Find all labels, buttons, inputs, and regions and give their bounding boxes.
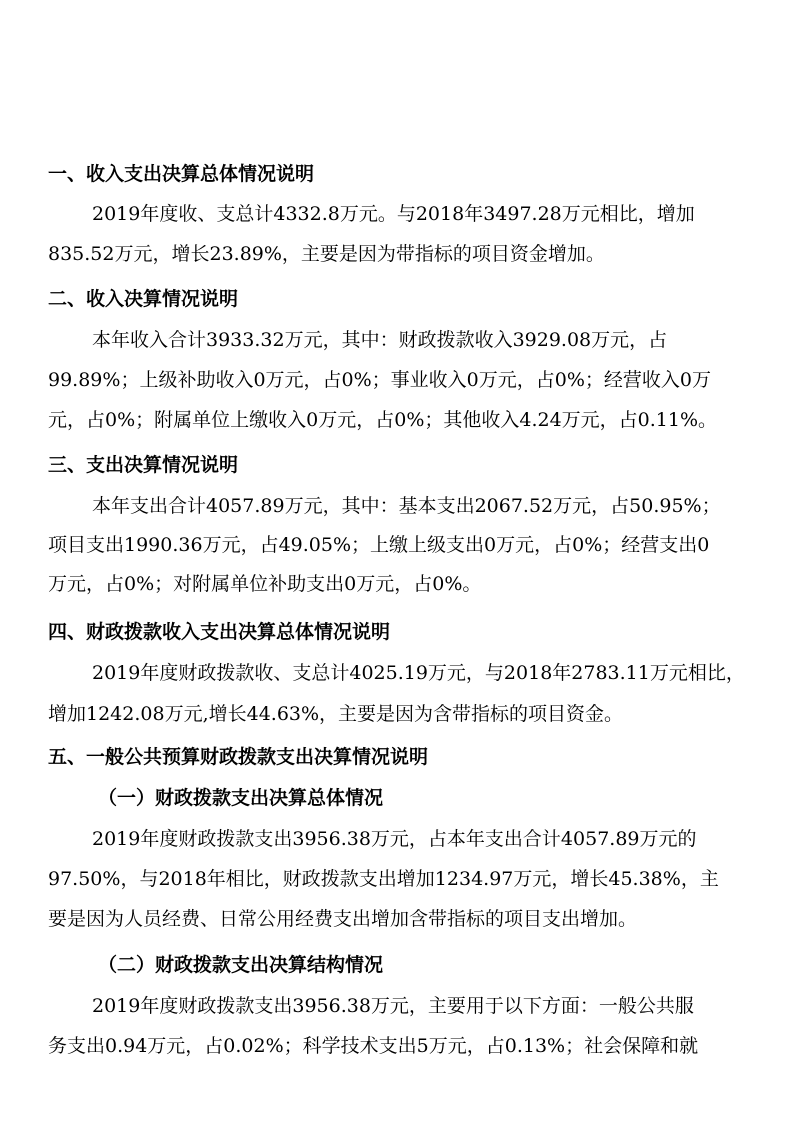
paragraph-line: 增加1242.08万元,增长44.63%，主要是因为含带指标的项目资金。 [48,703,624,725]
section-heading-4: 四、财政拨款收入支出决算总体情况说明 [48,621,391,643]
paragraph-line: 2019年度财政拨款支出3956.38万元，主要用于以下方面：一般公共服 [92,995,694,1017]
paragraph-line: 835.52万元，增长23.89%，主要是因为带指标的项目资金增加。 [48,243,605,265]
paragraph-line: 本年支出合计4057.89万元，其中：基本支出2067.52万元，占50.95%； [92,495,721,517]
paragraph-line: 2019年度财政拨款收、支总计4025.19万元，与2018年2783.11万元相比， [92,662,745,684]
paragraph-line: 要是因为人员经费、日常公用经费支出增加含带指标的项目支出增加。 [48,908,638,930]
section-heading-3: 三、支出决算情况说明 [48,454,239,476]
paragraph-line: 2019年度财政拨款支出3956.38万元，占本年支出合计4057.89万元的 [92,828,697,850]
subsection-heading-5-2: （二）财政拨款支出决算结构情况 [98,954,384,976]
paragraph-line: 99.89%；上级补助收入0万元，占0%；事业收入0万元，占0%；经营收入0万 [48,369,711,391]
paragraph-line: 本年收入合计3933.32万元，其中：财政拨款收入3929.08万元，占 [92,329,668,351]
paragraph-line: 万元，占0%；对附属单位补助支出0万元，占0%。 [48,573,482,595]
section-heading-5: 五、一般公共预算财政拨款支出决算情况说明 [48,746,429,768]
subsection-heading-5-1: （一）财政拨款支出决算总体情况 [98,787,384,809]
paragraph-line: 97.50%，与2018年相比，财政拨款支出增加1234.97万元，增长45.38%，主 [48,868,719,890]
paragraph-line: 元，占0%；附属单位上缴收入0万元，占0%；其他收入4.24万元，占0.11%。 [48,409,718,431]
section-heading-1: 一、收入支出决算总体情况说明 [48,163,315,185]
paragraph-line: 项目支出1990.36万元，占49.05%；上缴上级支出0万元，占0%；经营支出0 [48,534,710,556]
paragraph-line: 务支出0.94万元，占0.02%；科学技术支出5万元，占0.13%；社会保障和就 [48,1035,699,1057]
paragraph-line: 2019年度收、支总计4332.8万元。与2018年3497.28万元相比，增加 [92,203,695,225]
section-heading-2: 二、收入决算情况说明 [48,288,239,310]
